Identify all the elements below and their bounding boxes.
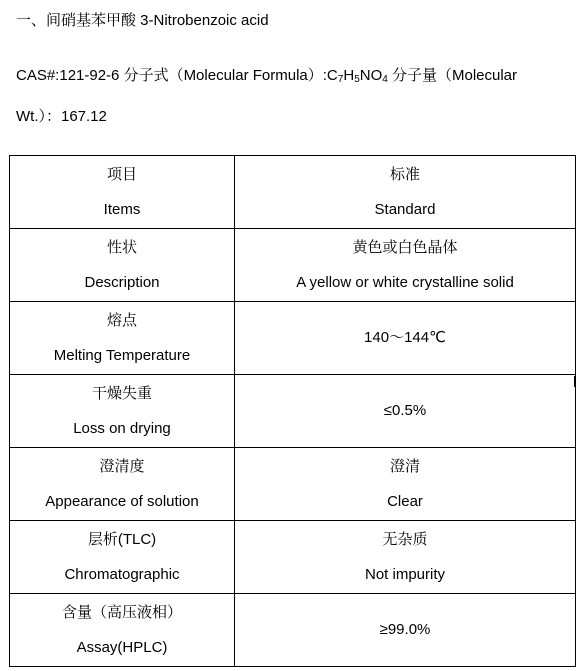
standard-cell — [235, 375, 576, 448]
item-cn: 性状 — [106, 238, 137, 256]
item-cell — [10, 448, 235, 521]
standard-cn: 澄清 — [389, 457, 420, 475]
table-row — [10, 302, 576, 375]
table-row — [10, 594, 576, 667]
item-cell — [10, 302, 235, 375]
item-cell — [10, 156, 235, 229]
standard-cell — [235, 521, 576, 594]
item-cn: 熔点 — [106, 311, 137, 329]
item-cell — [10, 375, 235, 448]
standard-en: Clear — [387, 492, 423, 510]
formula-nitro: NO — [359, 67, 383, 84]
table-row — [10, 156, 576, 229]
item-cn: 干燥失重 — [91, 384, 152, 402]
item-en: Appearance of solution — [45, 492, 199, 510]
standard-en: Standard — [374, 200, 436, 218]
cas-and-formula-label: CAS#:121-92-6 分子式（Molecular Formula）:C — [16, 67, 338, 84]
specification-table — [9, 155, 576, 667]
item-en: Chromatographic — [64, 565, 180, 583]
formula-carbon-count: 7 — [337, 74, 344, 85]
item-cell — [10, 521, 235, 594]
text-cursor-mark — [574, 376, 576, 387]
standard-cn: 黄色或白色晶体 — [352, 238, 458, 256]
standard-value: ≥99.0% — [379, 621, 431, 638]
standard-cell — [235, 156, 576, 229]
cas-formula-line — [16, 64, 517, 85]
item-en: Description — [84, 273, 160, 291]
table-row — [10, 521, 576, 594]
standard-cn: 标准 — [389, 165, 420, 183]
standard-value: 140～144℃ — [364, 329, 446, 346]
item-cell — [10, 594, 235, 667]
standard-value: ≤0.5% — [383, 402, 427, 419]
formula-hydrogen-count: 5 — [354, 74, 360, 85]
table-row — [10, 448, 576, 521]
item-cn: 含量（高压液相） — [61, 603, 182, 621]
formula-hydrogen: H — [343, 67, 355, 84]
item-en: Items — [103, 200, 141, 218]
formula-oxygen-count: 4 — [382, 74, 388, 85]
molecular-weight-label: 分子量（Molecular — [387, 67, 518, 84]
item-cell — [10, 229, 235, 302]
standard-cell — [235, 229, 576, 302]
item-en: Melting Temperature — [53, 346, 191, 364]
item-en: Assay(HPLC) — [76, 638, 168, 656]
standard-en: Not impurity — [364, 565, 446, 583]
item-cn: 澄清度 — [99, 457, 145, 475]
standard-cell — [235, 594, 576, 667]
item-en: Loss on drying — [73, 419, 171, 437]
item-cn: 项目 — [106, 165, 137, 183]
standard-cn: 无杂质 — [382, 530, 428, 548]
standard-cell — [235, 448, 576, 521]
table-row — [10, 375, 576, 448]
standard-en: A yellow or white crystalline solid — [296, 273, 514, 291]
table-row — [10, 229, 576, 302]
item-cn: 层析(TLC) — [87, 530, 157, 548]
molecular-weight-line: Wt.）：167.12 — [16, 108, 107, 125]
document-title: 一、间硝基苯甲酸 3-Nitrobenzoic acid — [16, 12, 269, 29]
standard-cell — [235, 302, 576, 375]
